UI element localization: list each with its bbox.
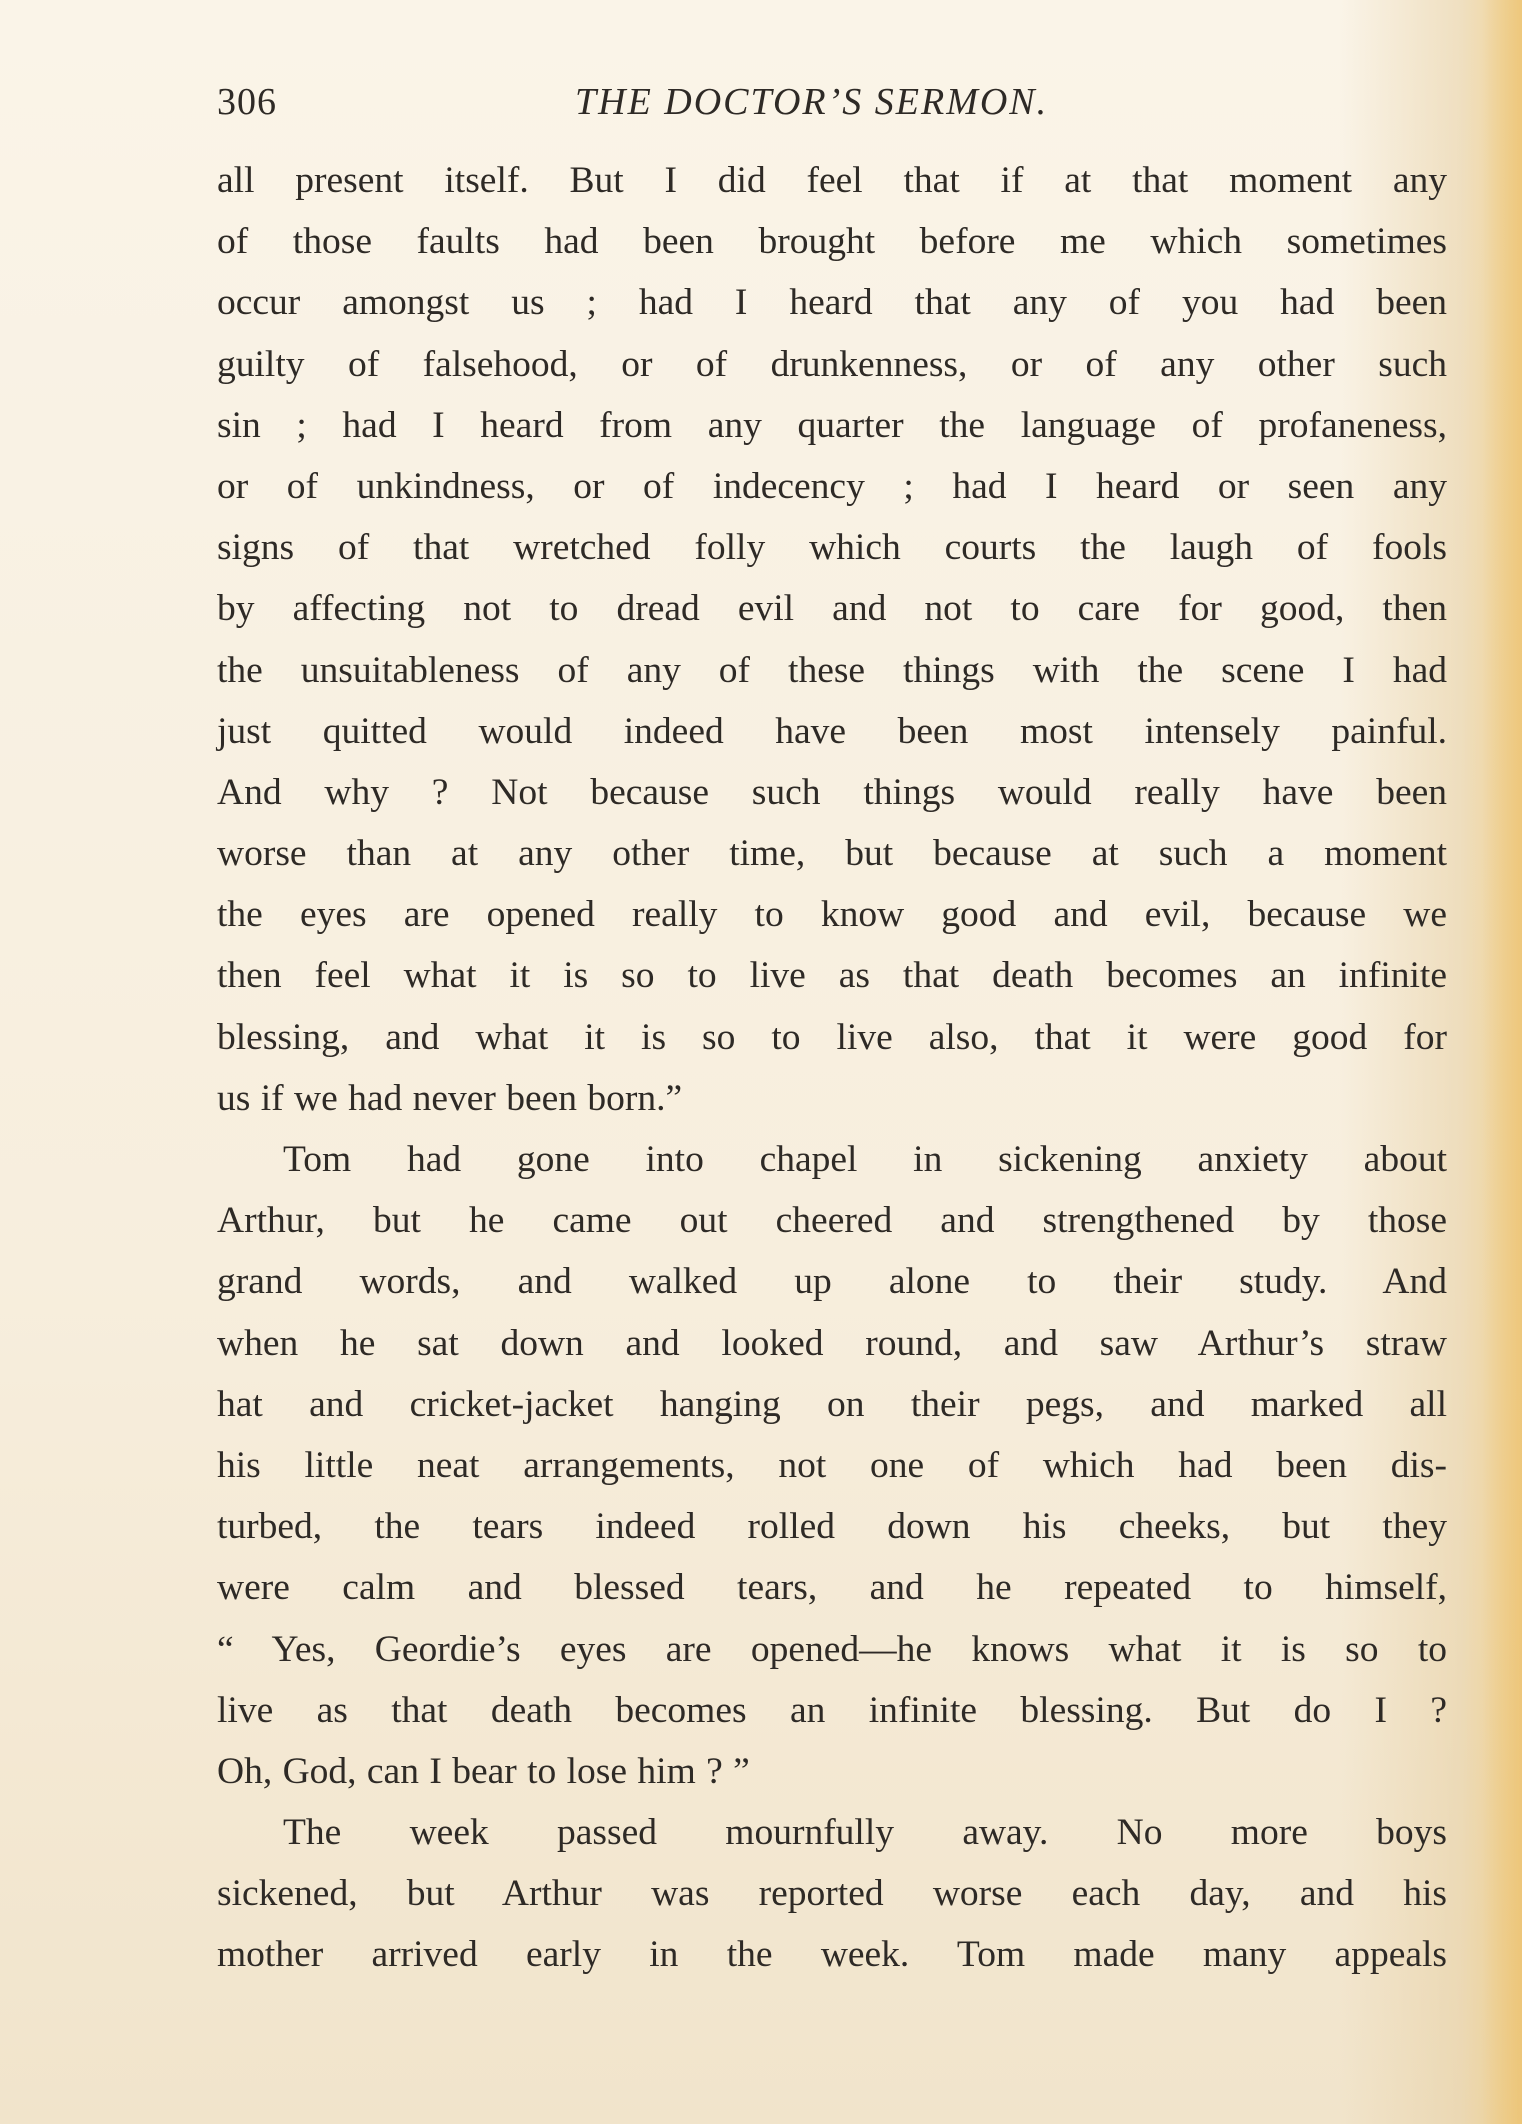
text-line: worse than at any other time, but because at such a moment [217,833,1447,875]
text-line: And why ? Not because such things would really have been [217,771,1447,813]
paragraph-start-line: The week passed mournfully away. No more boys [283,1812,1447,1854]
text-line: sickened, but Arthur was reported worse each day, and his [217,1873,1447,1915]
body-text [217,150,1447,1986]
text-line: or of unkindness, or of indecency ; had I heard or seen any [217,465,1447,507]
text-line: grand words, and walked up alone to their study. And [217,1261,1447,1303]
text-line: of those faults had been brought before me which sometimes [217,221,1447,263]
running-head [217,72,1467,132]
text-line: just quitted would indeed have been most intensely painful. [217,710,1447,752]
text-line: by affecting not to dread evil and not to care for good, then [217,588,1447,630]
text-line: mother arrived early in the week. Tom made many appeals [217,1934,1447,1976]
text-line: signs of that wretched folly which courts the laugh of fools [217,527,1447,569]
page-number: 306 [217,81,277,123]
text-line: were calm and blessed tears, and he repeated to himself, [217,1567,1447,1609]
text-line: when he sat down and looked round, and saw Arthur’s straw [217,1322,1447,1364]
text-line: guilty of falsehood, or of drunkenness, or of any other such [217,343,1447,385]
text-line: Oh, God, can I bear to lose him ? ” [217,1750,750,1792]
text-line: Arthur, but he came out cheered and strengthened by those [217,1200,1447,1242]
text-line: all present itself. But I did feel that if at that moment any [217,160,1447,201]
text-line: the unsuitableness of any of these things with the scene I had [217,649,1447,691]
page-edge-shadow [1482,0,1522,2124]
text-line: blessing, and what it is so to live also, that it were good for [217,1016,1447,1058]
text-line: live as that death becomes an infinite blessing. But do I ? [217,1689,1447,1731]
text-line: hat and cricket-jacket hanging on their pegs, and marked all [217,1383,1447,1425]
running-title: THE DOCTOR’S SERMON. [575,81,1049,123]
text-line: us if we had never been born.” [217,1077,683,1119]
text-line: occur amongst us ; had I heard that any of you had been [217,282,1447,324]
paragraph-start-line: Tom had gone into chapel in sickening anxiety about [283,1139,1447,1180]
text-line: sin ; had I heard from any quarter the language of profaneness, [217,404,1447,446]
text-line: turbed, the tears indeed rolled down his cheeks, but they [217,1506,1447,1548]
text-line: his little neat arrangements, not one of which had been dis- [217,1444,1447,1486]
text-line: then feel what it is so to live as that death becomes an infinite [217,955,1447,997]
text-line: the eyes are opened really to know good and evil, because we [217,894,1447,936]
text-line: “ Yes, Geordie’s eyes are opened—he knows what it is so to [217,1628,1447,1670]
